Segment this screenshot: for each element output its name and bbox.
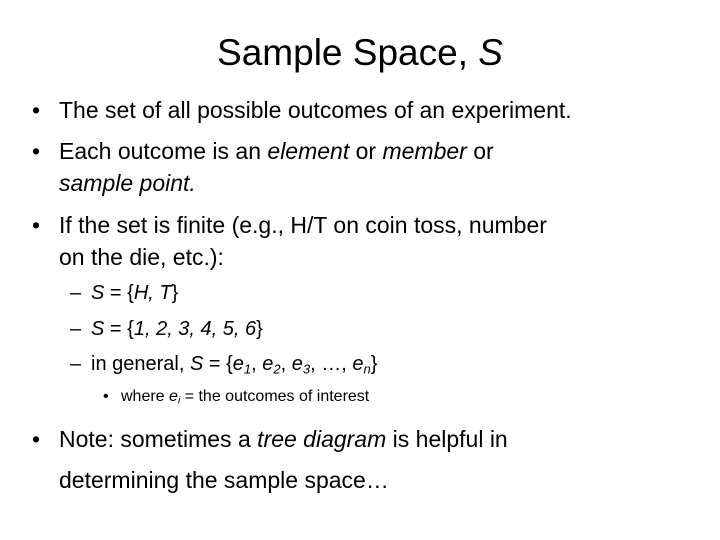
brace-close: } <box>370 353 378 375</box>
term-sample-point: sample point. <box>59 170 196 196</box>
set-content: H, T <box>133 282 172 304</box>
set-var: S <box>91 318 105 340</box>
subscript-1: 1 <box>243 361 252 377</box>
bullet-2-or: or <box>349 138 383 164</box>
where-rest: = the outcomes of interest <box>180 388 370 405</box>
sub-bullet-3 <box>91 352 377 376</box>
element-e: e <box>352 353 364 375</box>
bullet-4-text: Note: sometimes a <box>59 426 258 452</box>
element-e: e <box>291 353 303 375</box>
eq-open: = { <box>203 353 233 375</box>
separator: , <box>280 353 292 375</box>
dash-marker: – <box>70 353 82 375</box>
bullet-marker: • <box>32 212 41 238</box>
set-var: S <box>91 282 105 304</box>
element-e: e <box>169 388 178 405</box>
term-element: element <box>267 138 350 164</box>
sub-bullet-2 <box>91 317 263 341</box>
set-content: 1, 2, 3, 4, 5, 6 <box>133 318 257 340</box>
dash-marker: – <box>70 318 82 340</box>
title-symbol: S <box>478 32 503 73</box>
bullet-4-text-end: is helpful in <box>386 426 508 452</box>
set-var: S <box>189 353 204 375</box>
element-e: e <box>232 353 244 375</box>
bullet-1-text: The set of all possible outcomes of an experiment. <box>59 97 572 123</box>
subscript-2: 2 <box>273 361 281 377</box>
sub-sub-bullet <box>121 387 369 407</box>
subscript-3: 3 <box>302 361 311 377</box>
subscript-i: i <box>177 395 181 407</box>
bullet-2-line-1 <box>59 137 494 165</box>
where-prefix: where <box>121 388 170 405</box>
dash-marker: – <box>70 282 82 304</box>
bullet-3-line-1: If the set is finite (e.g., H/T on coin toss, number <box>59 212 547 238</box>
bullet-marker: • <box>32 97 41 123</box>
bullet-3-line-2: on the die, etc.): <box>59 244 224 270</box>
separator: , <box>251 353 263 375</box>
separator: , <box>310 353 322 375</box>
brace-close: } <box>256 318 263 340</box>
bullet-2-or-end: or <box>466 138 494 164</box>
element-e: e <box>262 353 274 375</box>
term-member: member <box>382 138 467 164</box>
bullet-2-text: Each outcome is an <box>59 138 268 164</box>
bullet-4-line-2: determining the sample space… <box>59 467 389 493</box>
bullet-marker: • <box>32 426 41 452</box>
ellipsis: … <box>321 353 342 375</box>
brace-close: } <box>171 282 179 304</box>
term-tree-diagram: tree diagram <box>257 426 387 452</box>
bullet-2-line-2 <box>59 169 196 197</box>
bullet-marker: • <box>32 138 41 164</box>
general-prefix: in general, <box>91 353 190 375</box>
bullet-4-line-1 <box>59 425 508 453</box>
small-bullet-marker: • <box>103 388 109 405</box>
eq-open: = { <box>104 282 134 304</box>
separator: , <box>341 353 353 375</box>
slide-title <box>0 30 720 76</box>
title-text: Sample Space, <box>217 32 479 73</box>
eq-open: = { <box>104 318 134 340</box>
subscript-n: n <box>363 361 371 377</box>
sub-bullet-1 <box>91 281 178 305</box>
